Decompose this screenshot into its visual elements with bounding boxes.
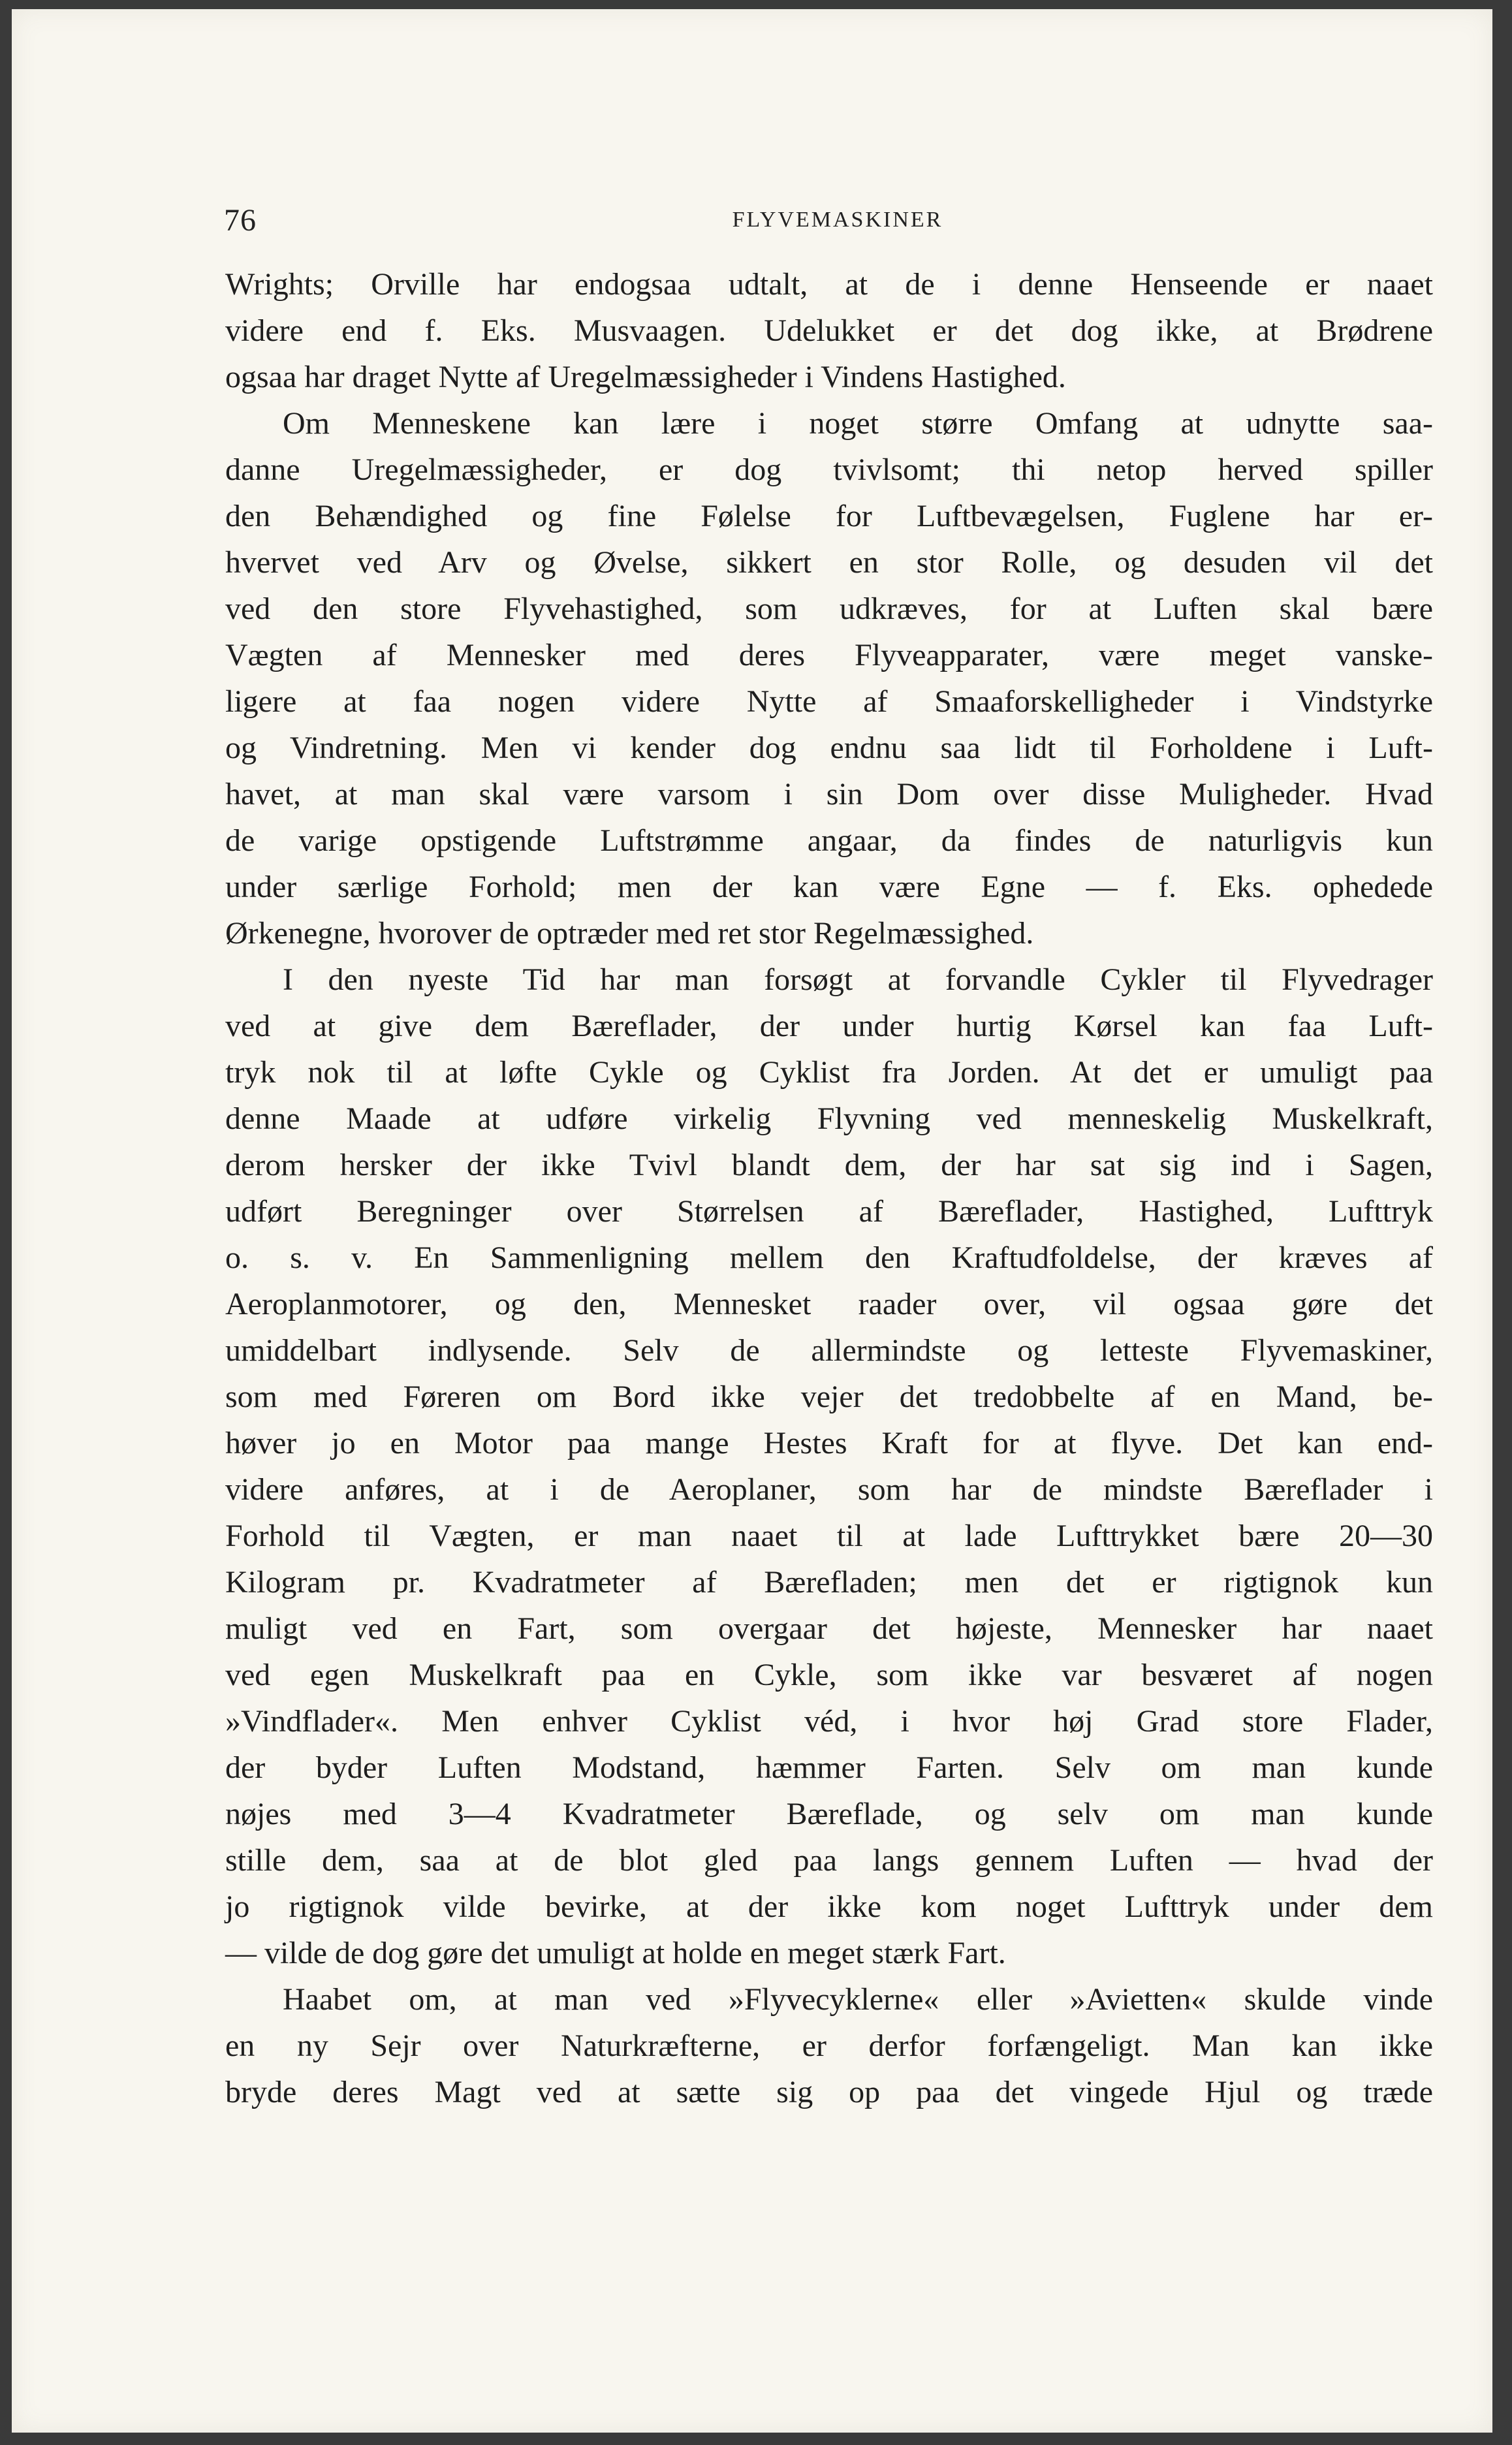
text-line: o. s. v. En Sammenligning mellem den Kraftudfoldelse, der kræves af <box>225 1240 1433 1275</box>
text-line: Om Menneskene kan lære i noget større Omfang at udnytte saa- <box>283 406 1433 441</box>
text-line: ved egen Muskelkraft paa en Cykle, som ikke var besværet af nogen <box>225 1658 1433 1692</box>
text-line: under særlige Forhold; men der kan være Egne — f. Eks. ophedede <box>225 870 1433 904</box>
text-line: som med Føreren om Bord ikke vejer det tredobbelte af en Mand, be- <box>225 1380 1433 1414</box>
text-line: Forhold til Vægten, er man naaet til at lade Lufttrykket bære 20—30 <box>225 1519 1433 1553</box>
page-number: 76 <box>224 203 257 238</box>
text-line: en ny Sejr over Naturkræfterne, er derfor forfængeligt. Man kan ikke <box>225 2028 1433 2063</box>
text-line: danne Uregelmæssigheder, er dog tvivlsomt; thi netop herved spiller <box>225 452 1433 487</box>
text-line: ved den store Flyvehastighed, som udkræves, for at Luften skal bære <box>225 592 1433 626</box>
text-line: umiddelbart indlysende. Selv de allermindste og letteste Flyvemaskiner, <box>225 1333 1433 1368</box>
text-line: ogsaa har draget Nytte af Uregelmæssigheder i Vindens Hastighed. <box>225 360 1066 394</box>
text-line: I den nyeste Tid har man forsøgt at forvandle Cykler til Flyvedrager <box>283 962 1433 997</box>
text-line: Aeroplanmotorer, og den, Mennesket raader over, vil ogsaa gøre det <box>225 1287 1433 1321</box>
text-line: udført Beregninger over Størrelsen af Bæreflader, Hastighed, Lufttryk <box>225 1194 1433 1229</box>
text-line: de varige opstigende Luftstrømme angaar, da findes de naturligvis kun <box>225 823 1433 858</box>
text-line: stille dem, saa at de blot gled paa langs gennem Luften — hvad der <box>225 1843 1433 1878</box>
page-header <box>224 202 1451 242</box>
text-line: ligere at faa nogen videre Nytte af Smaaforskelligheder i Vindstyrke <box>225 684 1433 719</box>
body-text <box>225 261 1433 2115</box>
text-line: derom hersker der ikke Tvivl blandt dem, der har sat sig ind i Sagen, <box>225 1148 1433 1182</box>
text-line: Wrights; Orville har endogsaa udtalt, at de i denne Henseende er naaet <box>225 267 1433 302</box>
text-line: høver jo en Motor paa mange Hestes Kraft for at flyve. Det kan end- <box>225 1426 1433 1460</box>
text-line: der byder Luften Modstand, hæmmer Farten. Selv om man kunde <box>225 1750 1433 1785</box>
text-line: ved at give dem Bæreflader, der under hurtig Kørsel kan faa Luft- <box>225 1009 1433 1043</box>
text-line: Haabet om, at man ved »Flyvecyklerne« eller »Avietten« skulde vinde <box>283 1982 1433 2017</box>
running-title: FLYVEMASKINER <box>732 208 943 232</box>
text-line: — vilde de dog gøre det umuligt at holde en meget stærk Fart. <box>225 1936 1006 1970</box>
text-line: bryde deres Magt ved at sætte sig op paa det vingede Hjul og træde <box>225 2075 1433 2109</box>
text-line: Vægten af Mennesker med deres Flyveapparater, være meget vanske- <box>225 638 1433 672</box>
text-line: hvervet ved Arv og Øvelse, sikkert en stor Rolle, og desuden vil det <box>225 545 1433 580</box>
text-line: jo rigtignok vilde bevirke, at der ikke kom noget Lufttryk under dem <box>225 1889 1433 1924</box>
text-line: havet, at man skal være varsom i sin Dom over disse Muligheder. Hvad <box>225 777 1433 812</box>
text-line: nøjes med 3—4 Kvadratmeter Bæreflade, og selv om man kunde <box>225 1797 1433 1831</box>
text-line: og Vindretning. Men vi kender dog endnu saa lidt til Forholdene i Luft- <box>225 731 1433 765</box>
text-line: muligt ved en Fart, som overgaar det højeste, Mennesker har naaet <box>225 1611 1433 1646</box>
text-line: videre anføres, at i de Aeroplaner, som har de mindste Bæreflader i <box>225 1472 1433 1507</box>
text-line: videre end f. Eks. Musvaagen. Udelukket er det dog ikke, at Brødrene <box>225 313 1433 348</box>
text-line: »Vindflader«. Men enhver Cyklist véd, i hvor høj Grad store Flader, <box>225 1704 1433 1739</box>
text-line: den Behændighed og fine Følelse for Luftbevægelsen, Fuglene har er- <box>225 499 1433 533</box>
text-line: denne Maade at udføre virkelig Flyvning ved menneskelig Muskelkraft, <box>225 1101 1433 1136</box>
text-line: Ørkenegne, hvorover de optræder med ret stor Regelmæssighed. <box>225 916 1034 951</box>
text-line: tryk nok til at løfte Cykle og Cyklist fra Jorden. At det er umuligt paa <box>225 1055 1433 1090</box>
text-line: Kilogram pr. Kvadratmeter af Bærefladen; men det er rigtignok kun <box>225 1565 1433 1600</box>
